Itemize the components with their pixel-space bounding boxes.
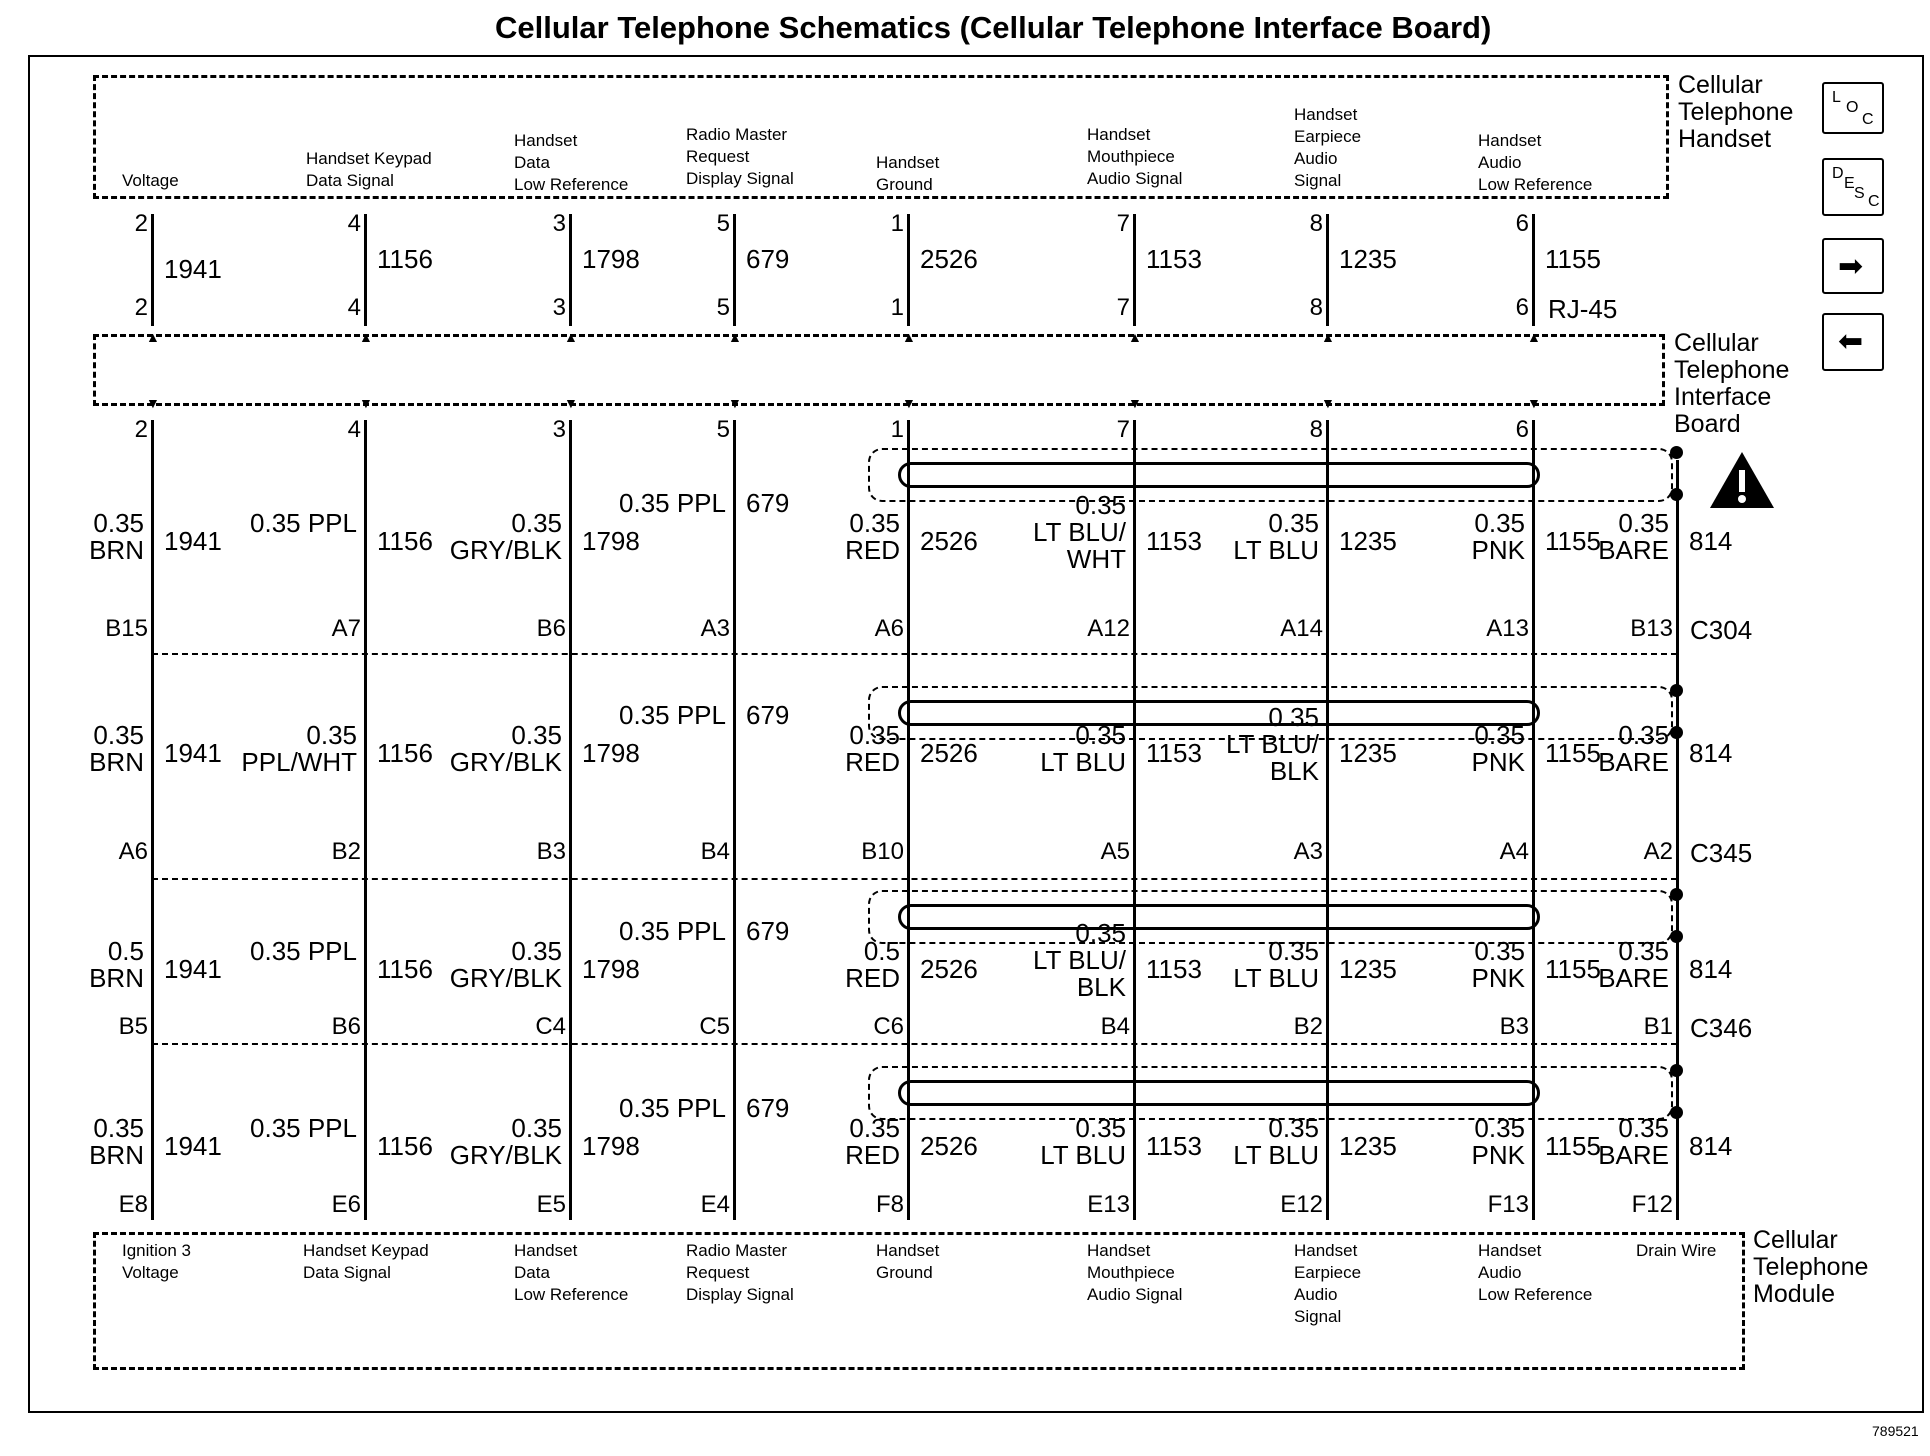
handset-pin-top-1: 1 bbox=[890, 210, 904, 237]
board-arrow-bottom-2: ▼ bbox=[359, 395, 373, 411]
row-1-wire-5: 0.35 RED bbox=[845, 508, 900, 565]
row-3-wire-8: 0.35 PNK bbox=[1471, 936, 1525, 993]
row-4-circuit-2526: 2526 bbox=[920, 1131, 978, 1161]
row-2-pin-B10: B10 bbox=[861, 838, 904, 865]
row-3-circuit-1156: 1156 bbox=[377, 954, 433, 984]
page-title: Cellular Telephone Schematics (Cellular Telephone Interface Board) bbox=[495, 10, 1492, 45]
board-arrow-bottom-3: ▼ bbox=[564, 395, 578, 411]
row-2-wire-9: 0.35 BARE bbox=[1598, 720, 1669, 777]
handset-circuit-1941: 1941 bbox=[164, 254, 222, 284]
board-arrow-bottom-8: ▼ bbox=[1527, 395, 1541, 411]
wire-6-handset bbox=[1133, 214, 1136, 326]
row-2-wire-6: 0.35 LT BLU bbox=[1040, 720, 1126, 777]
row-3-wire-9: 0.35 BARE bbox=[1598, 936, 1669, 993]
row-2-pin-A4: A4 bbox=[1499, 838, 1529, 865]
row-1-wire-9: 0.35 BARE bbox=[1598, 508, 1669, 565]
row-4-wire-5: 0.35 RED bbox=[845, 1113, 900, 1170]
row-4-circuit-1941: 1941 bbox=[164, 1131, 222, 1161]
drain-wire-label: Drain Wire bbox=[1636, 1241, 1717, 1260]
row-1-wire-6: 0.35 LT BLU/ WHT bbox=[1033, 490, 1126, 574]
row-3-pin-C6: C6 bbox=[873, 1013, 904, 1040]
row-2-circuit-1155: 1155 bbox=[1545, 738, 1601, 768]
handset-pin-bottom-3: 3 bbox=[552, 294, 566, 321]
board-arrow-top-5: ▲ bbox=[902, 329, 916, 345]
desc-icon[interactable]: D E S C bbox=[1822, 158, 1884, 216]
connector-id-C346: C346 bbox=[1690, 1013, 1753, 1043]
row-4-circuit-679: 679 bbox=[746, 1093, 790, 1123]
handset-pin-bottom-8: 8 bbox=[1309, 294, 1323, 321]
handset-name: Cellular Telephone Handset bbox=[1678, 71, 1794, 153]
handset-pin-top-5: 5 bbox=[716, 210, 730, 237]
warning-icon bbox=[1708, 450, 1776, 510]
shield-node-1-a bbox=[1670, 446, 1683, 459]
row-2-pin-B3: B3 bbox=[536, 838, 566, 865]
row-3-pin-B3: B3 bbox=[1499, 1013, 1529, 1040]
row-2-wire-7: 0.35 LT BLU/ BLK bbox=[1226, 702, 1319, 786]
row-2-wire-5: 0.35 RED bbox=[845, 720, 900, 777]
row-4-pin-E4: E4 bbox=[700, 1191, 730, 1218]
row-1-circuit-1155: 1155 bbox=[1545, 526, 1601, 556]
row-4-pin-E6: E6 bbox=[331, 1191, 361, 1218]
module-label-6: Handset Mouthpiece Audio Signal bbox=[1087, 1241, 1183, 1304]
row-3-circuit-814: 814 bbox=[1689, 954, 1733, 984]
handset-label-7: Handset Earpiece Audio Signal bbox=[1294, 105, 1362, 190]
arrow-left-icon[interactable]: ⬅ bbox=[1822, 313, 1884, 371]
row-1-pin-A6: A6 bbox=[874, 615, 904, 642]
board-pin-4: 4 bbox=[347, 416, 361, 443]
shield-node-2-b bbox=[1670, 726, 1683, 739]
handset-label-5: Handset Ground bbox=[876, 153, 940, 194]
row-4-pin-F13: F13 bbox=[1487, 1191, 1529, 1218]
board-pin-1: 1 bbox=[890, 416, 904, 443]
module-label-4: Radio Master Request Display Signal bbox=[686, 1241, 794, 1304]
row-1-wire-2: 0.35 PPL bbox=[250, 508, 357, 538]
module-label-1: Ignition 3 Voltage bbox=[122, 1241, 191, 1282]
row-1-pin-A7: A7 bbox=[331, 615, 361, 642]
row-2-circuit-1235: 1235 bbox=[1339, 738, 1397, 768]
board-arrow-bottom-5: ▼ bbox=[902, 395, 916, 411]
board-arrow-top-1: ▲ bbox=[146, 329, 160, 345]
row-1-circuit-2526: 2526 bbox=[920, 526, 978, 556]
row-3-wire-7: 0.35 LT BLU bbox=[1233, 936, 1319, 993]
row-4-circuit-1235: 1235 bbox=[1339, 1131, 1397, 1161]
wire-8-handset bbox=[1532, 214, 1535, 326]
module-label-7: Handset Earpiece Audio Signal bbox=[1294, 1241, 1362, 1326]
row-2-pin-A3: A3 bbox=[1293, 838, 1323, 865]
row-3-circuit-679: 679 bbox=[746, 916, 790, 946]
module-label-3: Handset Data Low Reference bbox=[514, 1241, 629, 1304]
handset-pin-top-7: 7 bbox=[1116, 210, 1130, 237]
shield-node-4-a bbox=[1670, 1064, 1683, 1077]
row-4-wire-9: 0.35 BARE bbox=[1598, 1113, 1669, 1170]
handset-pin-top-2: 2 bbox=[134, 210, 148, 237]
connector-id-C304: C304 bbox=[1690, 615, 1753, 645]
row-3-pin-B6: B6 bbox=[331, 1013, 361, 1040]
row-4-wire-1: 0.35 BRN bbox=[89, 1113, 144, 1170]
row-2-circuit-814: 814 bbox=[1689, 738, 1733, 768]
row-2-wire-4: 0.35 PPL bbox=[619, 700, 726, 730]
row-1-circuit-1798: 1798 bbox=[582, 526, 640, 556]
row-2-pin-B2: B2 bbox=[331, 838, 361, 865]
wire-2-handset bbox=[364, 214, 367, 326]
row-4-wire-6: 0.35 LT BLU bbox=[1040, 1113, 1126, 1170]
row-3-wire-6: 0.35 LT BLU/ BLK bbox=[1033, 918, 1126, 1002]
board-arrow-top-4: ▲ bbox=[728, 329, 742, 345]
board-arrow-top-6: ▲ bbox=[1128, 329, 1142, 345]
wire-2-harness bbox=[364, 420, 367, 1220]
connector-3-boundary bbox=[152, 1043, 1677, 1045]
row-1-pin-B13: B13 bbox=[1630, 615, 1673, 642]
row-2-wire-2: 0.35 PPL/WHT bbox=[241, 720, 357, 777]
board-arrow-top-2: ▲ bbox=[359, 329, 373, 345]
row-2-wire-1: 0.35 BRN bbox=[89, 720, 144, 777]
row-2-pin-A6: A6 bbox=[118, 838, 148, 865]
row-3-wire-4: 0.35 PPL bbox=[619, 916, 726, 946]
row-2-pin-B4: B4 bbox=[700, 838, 730, 865]
row-4-pin-F8: F8 bbox=[875, 1191, 904, 1218]
shield-node-2-a bbox=[1670, 684, 1683, 697]
row-3-pin-B4: B4 bbox=[1100, 1013, 1130, 1040]
row-3-circuit-1153: 1153 bbox=[1146, 954, 1202, 984]
row-2-pin-A5: A5 bbox=[1100, 838, 1130, 865]
row-4-wire-3: 0.35 GRY/BLK bbox=[449, 1113, 562, 1170]
row-4-circuit-1155: 1155 bbox=[1545, 1131, 1601, 1161]
row-1-circuit-1153: 1153 bbox=[1146, 526, 1202, 556]
handset-pin-bottom-7: 7 bbox=[1116, 294, 1130, 321]
row-4-circuit-1798: 1798 bbox=[582, 1131, 640, 1161]
figure-id: 789521 bbox=[1872, 1423, 1919, 1439]
row-1-circuit-1156: 1156 bbox=[377, 526, 433, 556]
module-name: Cellular Telephone Module bbox=[1753, 1226, 1869, 1308]
interface-board-name: Cellular Telephone Interface Board bbox=[1674, 329, 1790, 438]
board-pin-6: 6 bbox=[1515, 416, 1529, 443]
handset-circuit-1153: 1153 bbox=[1146, 244, 1202, 274]
handset-pin-top-8: 8 bbox=[1309, 210, 1323, 237]
row-3-wire-3: 0.35 GRY/BLK bbox=[449, 936, 562, 993]
row-4-circuit-1156: 1156 bbox=[377, 1131, 433, 1161]
row-4-circuit-1153: 1153 bbox=[1146, 1131, 1202, 1161]
shield-node-1-b bbox=[1670, 488, 1683, 501]
row-4-pin-E5: E5 bbox=[536, 1191, 566, 1218]
wire-1-handset bbox=[151, 214, 154, 326]
handset-pin-bottom-1: 1 bbox=[890, 294, 904, 321]
wire-4-handset bbox=[733, 214, 736, 326]
row-2-wire-8: 0.35 PNK bbox=[1471, 720, 1525, 777]
row-1-circuit-1941: 1941 bbox=[164, 526, 222, 556]
handset-pin-top-6: 6 bbox=[1515, 210, 1529, 237]
handset-pin-top-4: 4 bbox=[347, 210, 361, 237]
row-4-pin-E13: E13 bbox=[1087, 1191, 1130, 1218]
handset-pin-bottom-6: 6 bbox=[1515, 294, 1529, 321]
row-1-wire-4: 0.35 PPL bbox=[619, 488, 726, 518]
row-2-circuit-1153: 1153 bbox=[1146, 738, 1202, 768]
board-arrow-bottom-6: ▼ bbox=[1128, 395, 1142, 411]
row-3-pin-B1: B1 bbox=[1643, 1013, 1673, 1040]
wire-3-handset bbox=[569, 214, 572, 326]
module-label-5: Handset Ground bbox=[876, 1241, 940, 1282]
row-4-wire-8: 0.35 PNK bbox=[1471, 1113, 1525, 1170]
wire-5-handset bbox=[907, 214, 910, 326]
shield-node-3-a bbox=[1670, 888, 1683, 901]
row-3-wire-1: 0.5 BRN bbox=[89, 936, 144, 993]
row-1-wire-7: 0.35 LT BLU bbox=[1233, 508, 1319, 565]
row-1-wire-8: 0.35 PNK bbox=[1471, 508, 1525, 565]
connector-1-boundary bbox=[152, 653, 1677, 655]
row-3-circuit-1235: 1235 bbox=[1339, 954, 1397, 984]
handset-circuit-1235: 1235 bbox=[1339, 244, 1397, 274]
handset-pin-bottom-2: 2 bbox=[134, 294, 148, 321]
row-4-pin-E8: E8 bbox=[118, 1191, 148, 1218]
twisted-pair-4 bbox=[898, 1080, 1540, 1106]
row-2-wire-3: 0.35 GRY/BLK bbox=[449, 720, 562, 777]
module-label-8: Handset Audio Low Reference bbox=[1478, 1241, 1593, 1304]
handset-circuit-1798: 1798 bbox=[582, 244, 640, 274]
handset-label-2: Handset Keypad Data Signal bbox=[306, 149, 432, 190]
row-3-pin-C4: C4 bbox=[535, 1013, 566, 1040]
row-3-circuit-1941: 1941 bbox=[164, 954, 222, 984]
row-4-circuit-814: 814 bbox=[1689, 1131, 1733, 1161]
row-3-wire-2: 0.35 PPL bbox=[250, 936, 357, 966]
wire-7-handset bbox=[1326, 214, 1329, 326]
row-3-circuit-1155: 1155 bbox=[1545, 954, 1601, 984]
row-4-wire-7: 0.35 LT BLU bbox=[1233, 1113, 1319, 1170]
row-1-pin-A13: A13 bbox=[1486, 615, 1529, 642]
handset-label-3: Handset Data Low Reference bbox=[514, 131, 629, 194]
row-2-circuit-679: 679 bbox=[746, 700, 790, 730]
row-2-circuit-1941: 1941 bbox=[164, 738, 222, 768]
handset-label-6: Handset Mouthpiece Audio Signal bbox=[1087, 125, 1183, 188]
board-arrow-top-8: ▲ bbox=[1527, 329, 1541, 345]
handset-pin-bottom-5: 5 bbox=[716, 294, 730, 321]
row-1-pin-B6: B6 bbox=[536, 615, 566, 642]
board-arrow-bottom-4: ▼ bbox=[728, 395, 742, 411]
interface-board-box bbox=[93, 334, 1665, 406]
row-2-circuit-1156: 1156 bbox=[377, 738, 433, 768]
board-pin-3: 3 bbox=[552, 416, 566, 443]
twisted-pair-1 bbox=[898, 462, 1540, 488]
arrow-right-icon[interactable]: ➡ bbox=[1822, 238, 1884, 294]
row-1-circuit-679: 679 bbox=[746, 488, 790, 518]
handset-label-8: Handset Audio Low Reference bbox=[1478, 131, 1593, 194]
row-1-wire-1: 0.35 BRN bbox=[89, 508, 144, 565]
board-arrow-bottom-1: ▼ bbox=[146, 395, 160, 411]
row-3-pin-C5: C5 bbox=[699, 1013, 730, 1040]
row-1-pin-B15: B15 bbox=[105, 615, 148, 642]
handset-circuit-1155: 1155 bbox=[1545, 244, 1601, 274]
row-3-wire-5: 0.5 RED bbox=[845, 936, 900, 993]
handset-circuit-2526: 2526 bbox=[920, 244, 978, 274]
row-1-circuit-1235: 1235 bbox=[1339, 526, 1397, 556]
handset-label-4: Radio Master Request Display Signal bbox=[686, 125, 794, 188]
row-3-pin-B2: B2 bbox=[1293, 1013, 1323, 1040]
handset-connector-id: RJ-45 bbox=[1548, 294, 1618, 324]
handset-pin-bottom-4: 4 bbox=[347, 294, 361, 321]
row-4-pin-F12: F12 bbox=[1631, 1191, 1673, 1218]
module-label-2: Handset Keypad Data Signal bbox=[303, 1241, 429, 1282]
row-4-wire-4: 0.35 PPL bbox=[619, 1093, 726, 1123]
row-2-pin-A2: A2 bbox=[1643, 838, 1673, 865]
row-4-wire-2: 0.35 PPL bbox=[250, 1113, 357, 1143]
board-pin-8: 8 bbox=[1309, 416, 1323, 443]
handset-pin-top-3: 3 bbox=[552, 210, 566, 237]
loc-icon[interactable]: L O C bbox=[1822, 82, 1884, 134]
shield-node-4-b bbox=[1670, 1106, 1683, 1119]
wire-1-harness bbox=[151, 420, 154, 1220]
row-4-pin-E12: E12 bbox=[1280, 1191, 1323, 1218]
row-1-wire-3: 0.35 GRY/BLK bbox=[449, 508, 562, 565]
handset-circuit-679: 679 bbox=[746, 244, 790, 274]
row-3-pin-B5: B5 bbox=[118, 1013, 148, 1040]
handset-circuit-1156: 1156 bbox=[377, 244, 433, 274]
row-3-circuit-2526: 2526 bbox=[920, 954, 978, 984]
handset-label-1: Voltage bbox=[122, 171, 179, 190]
board-pin-7: 7 bbox=[1116, 416, 1130, 443]
shield-node-3-b bbox=[1670, 930, 1683, 943]
board-arrow-top-7: ▲ bbox=[1321, 329, 1335, 345]
row-2-circuit-2526: 2526 bbox=[920, 738, 978, 768]
board-pin-2: 2 bbox=[134, 416, 148, 443]
row-1-circuit-814: 814 bbox=[1689, 526, 1733, 556]
row-3-circuit-1798: 1798 bbox=[582, 954, 640, 984]
board-arrow-top-3: ▲ bbox=[564, 329, 578, 345]
row-2-circuit-1798: 1798 bbox=[582, 738, 640, 768]
row-1-pin-A14: A14 bbox=[1280, 615, 1323, 642]
board-pin-5: 5 bbox=[716, 416, 730, 443]
connector-id-C345: C345 bbox=[1690, 838, 1753, 868]
row-1-pin-A3: A3 bbox=[700, 615, 730, 642]
board-arrow-bottom-7: ▼ bbox=[1321, 395, 1335, 411]
row-1-pin-A12: A12 bbox=[1087, 615, 1130, 642]
connector-2-boundary bbox=[152, 878, 1677, 880]
